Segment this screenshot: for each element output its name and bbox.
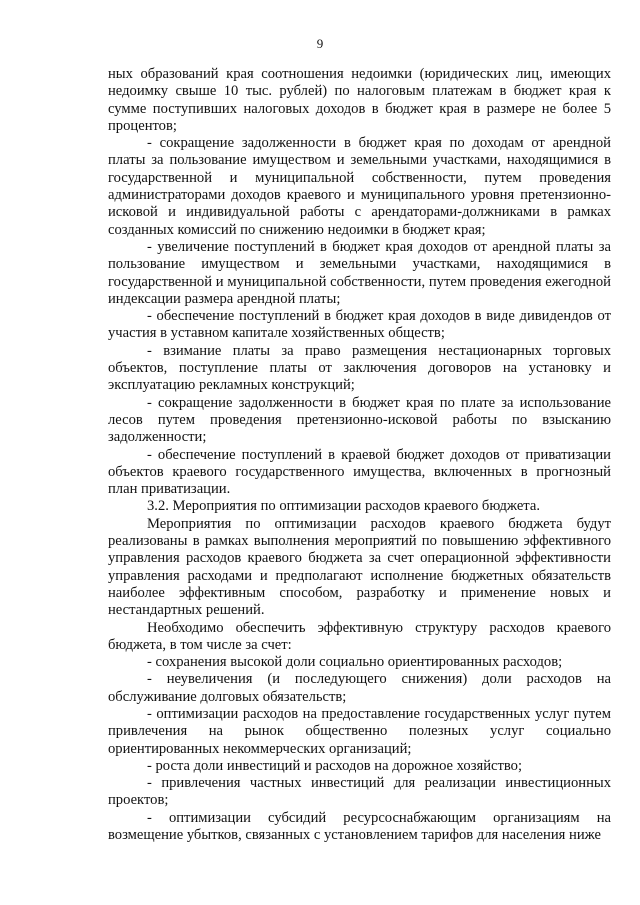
list-item-public-services: - оптимизации расходов на предоставление государственных услуг путем привлечения на рынок общественно полезных услуг социально ориентированных некоммерческих организаций; (108, 705, 611, 757)
list-item-social-share: - сохранения высокой доли социально ориентированных расходов; (147, 654, 563, 671)
page-number: 9 (316, 36, 324, 51)
paragraph-dividends: - обеспечение поступлений в бюджет края доходов в виде дивидендов от участия в уставном капитале хозяйственных обществ; (108, 308, 611, 342)
list-item-private-investments: - привлечения частных инвестиций для реализации инвестиционных проектов; (108, 775, 611, 809)
paragraph-forest-fee-debt: - сокращение задолженности в бюджет края по плате за использование лесов путем проведения претензионно-исковой работы по взысканию задолженности; (108, 394, 611, 446)
paragraph-structure-intro: Необходимо обеспечить эффективную структуру расходов краевого бюджета, в том числе за счет: (108, 619, 611, 653)
paragraph-lease-debt-reduction: - сокращение задолженности в бюджет края по доходам от арендной платы за пользование имуществом и земельными участками, находящимися в государственной и муниципальной собственности, путем проведения администраторами доходов краевого и муниципального уровня претензионно-исковой и индивидуальной работы с арендаторами-должниками в рамках созданных комиссий по снижению недоимки в бюджет края; (108, 135, 611, 238)
paragraph-privatization: - обеспечение поступлений в краевой бюджет доходов от приватизации объектов краевого государственного имущества, включенных в прогнозный план приватизации. (108, 446, 611, 498)
paragraph-continuation: ных образований края соотношения недоимки (юридических лиц, имеющих недоимку свыше 10 тыс. рублей) по налоговым платежам в бюджет края к сумме поступивших налоговых доходов в бюджет края в размере не более 5 процентов; (108, 66, 611, 134)
section-heading-3-2: 3.2. Мероприятия по оптимизации расходов краевого бюджета. (147, 498, 540, 515)
paragraph-expense-optimization: Мероприятия по оптимизации расходов краевого бюджета будут реализованы в рамках выполнения мероприятий по повышению эффективного управления расходов краевого бюджета за счет операционной эффективности управления расходами и предполагают исполнение бюджетных обязательств наиболее эффективным способом, разработку и применение новых и нестандартных решений. (108, 515, 611, 619)
paragraph-lease-income-increase: - увеличение поступлений в бюджет края доходов от арендной платы за пользование имуществом и земельными участками, находящимися в государственной и муниципальной собственности, путем проведения ежегодной индексации размера арендной платы; (108, 238, 611, 307)
list-item-debt-service: - неувеличения (и последующего снижения) доли расходов на обслуживание долговых обязательств; (108, 671, 611, 705)
body-text (108, 66, 611, 844)
paragraph-trade-objects-fees: - взимание платы за право размещения нестационарных торговых объектов, поступление платы от заключения договоров на установку и эксплуатацию рекламных конструкций; (108, 342, 611, 394)
list-item-investments-roads: - роста доли инвестиций и расходов на дорожное хозяйство; (147, 757, 523, 774)
list-item-subsidies: - оптимизации субсидий ресурсоснабжающим организациям на возмещение убытков, связанных с установлением тарифов для населения ниже (108, 809, 611, 844)
